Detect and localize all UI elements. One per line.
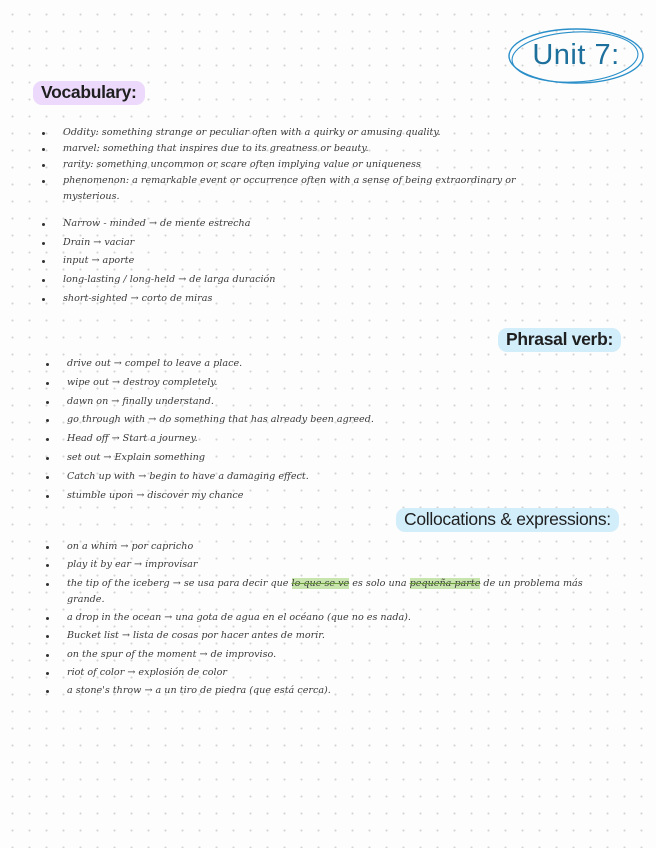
list-item: marvel: something that inspires due to its greatness or beauty.	[63, 141, 516, 157]
list-item: a drop in the ocean → una gota de agua en el océano (que no es nada).	[67, 610, 583, 628]
vocabulary-heading: Vocabulary:	[33, 81, 145, 105]
list-item: stumble upon → discover my chance	[67, 488, 374, 507]
page-title: Unit 7:	[532, 38, 620, 71]
list-item: the tip of the iceberg → se usa para decir que lo que se ve es solo una pequeña parte de un problema más grande.	[67, 576, 583, 610]
list-item: long-lasting / long-held → de larga duración	[63, 272, 275, 291]
list-item: dawn on → finally understand.	[67, 394, 374, 413]
list-item: wipe out → destroy completely.	[67, 375, 374, 394]
list-item: Drain → vaciar	[63, 235, 275, 254]
phrasal-verbs-list	[67, 356, 374, 506]
list-item: go through with → do something that has already been agreed.	[67, 412, 374, 431]
list-item: Bucket list → lista de cosas por hacer antes de morir.	[67, 628, 583, 646]
list-item: phenomenon: a remarkable event or occurrence often with a sense of being extraordinary or mysterious.	[63, 175, 516, 202]
list-item: input → aporte	[63, 253, 275, 272]
list-item: a stone's throw → a un tiro de piedra (que está cerca).	[67, 683, 583, 701]
list-item: on a whim → por capricho	[67, 539, 583, 557]
list-item: set out → Explain something	[67, 450, 374, 469]
list-item: rarity: something uncommon or scare often implying value or uniqueness	[63, 157, 516, 173]
vocabulary-translations-list	[63, 216, 275, 309]
unit-title-badge	[506, 26, 646, 88]
highlighted-phrase: pequeña parte	[409, 577, 481, 589]
collocations-heading: Collocations & expressions:	[396, 508, 619, 532]
list-item: Oddity: something strange or peculiar often with a quirky or amusing quality.	[63, 125, 516, 141]
collocations-list	[67, 539, 583, 702]
highlighted-phrase: lo que se ve	[291, 577, 350, 589]
list-item: on the spur of the moment → de improviso.	[67, 647, 583, 665]
list-item: Head off → Start a journey.	[67, 431, 374, 450]
list-item: short-sighted → corto de miras	[63, 291, 275, 310]
list-item: riot of color → explosión de color	[67, 665, 583, 683]
vocabulary-definitions-list	[63, 125, 516, 203]
phrasal-verb-heading: Phrasal verb:	[498, 328, 621, 352]
list-item: play it by ear → improvisar	[67, 557, 583, 575]
list-item: Narrow - minded → de mente estrecha	[63, 216, 275, 235]
list-item: Catch up with → begin to have a damaging effect.	[67, 469, 374, 488]
list-item: drive out → compel to leave a place.	[67, 356, 374, 375]
